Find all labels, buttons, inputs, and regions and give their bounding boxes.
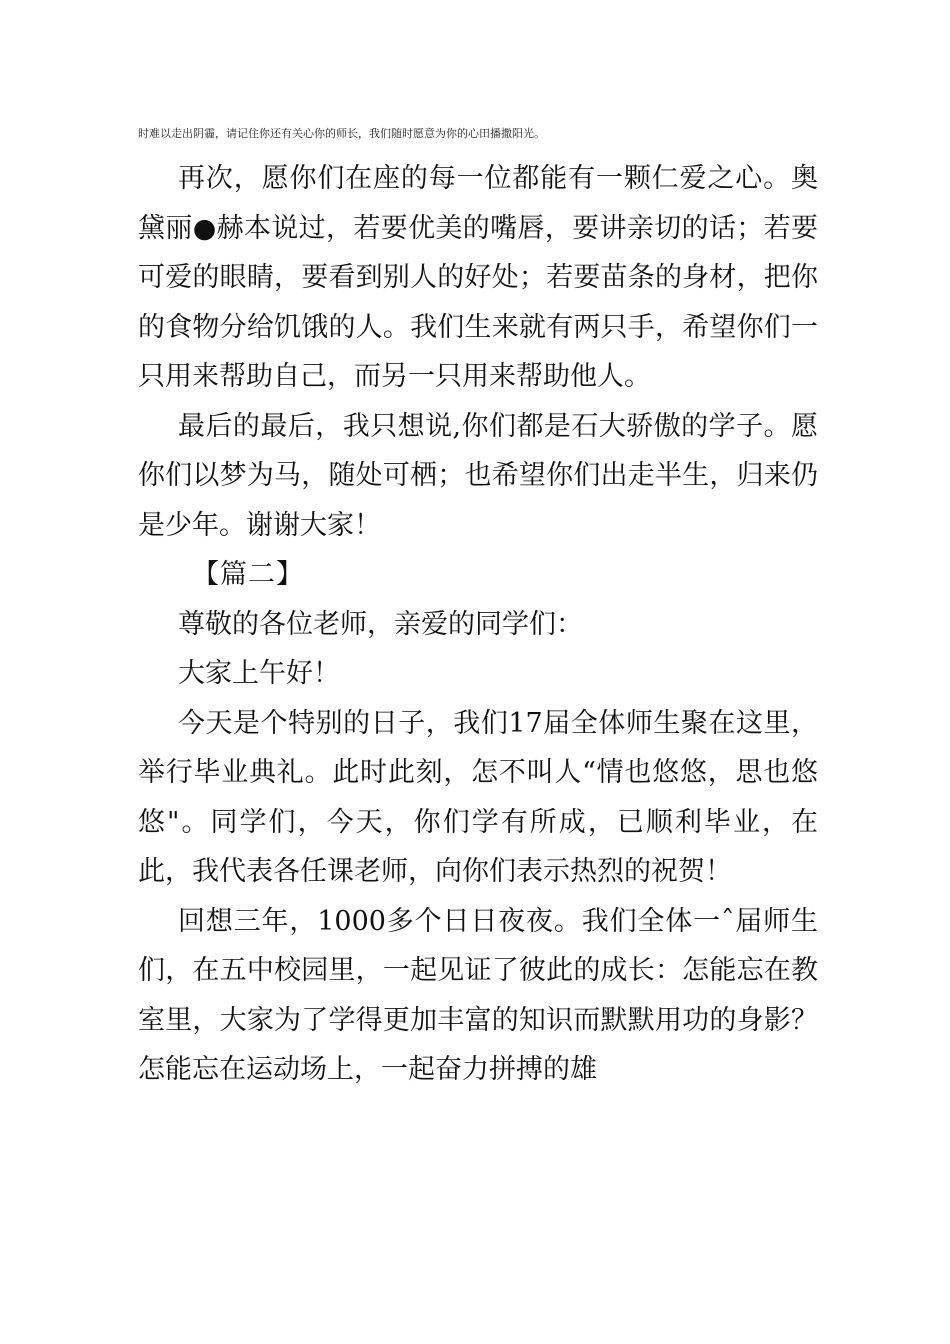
paragraph-salutation: 尊敬的各位老师，亲爱的同学们： — [178, 608, 583, 640]
paragraph-kindness: 再次，愿你们在座的每一位都能有一颗仁爱之心。奥黛丽●赫本说过，若要优美的嘴唇，要讲亲切的话；若要可爱的眼睛，要看到别人的好处；若要苗条的身材，把你的食物分给饥饿的人。我们生来就有两只手，希望你们一只用来帮助自己，而另一只用来帮助他人。 — [138, 163, 818, 392]
paragraph-closing: 最后的最后，我只想说,你们都是石大骄傲的学子。愿你们以梦为马，随处可栖；也希望你们出走半生，归来仍是少年。谢谢大家！ — [138, 410, 818, 541]
document-body — [138, 154, 818, 1095]
section-title: 【篇二】 — [192, 559, 304, 590]
paragraph-greeting: 大家上午好！ — [178, 658, 340, 689]
paragraph-memories: 回想三年，1000多个日日夜夜。我们全体一ˆ届师生们，在五中校园里，一起见证了彼此的成长：怎能忘在教室里，大家为了学得更加丰富的知识而默默用功的身影？怎能忘在运动场上，一起奋力拼搏的雄 — [138, 905, 818, 1085]
paragraph-graduation: 今天是个特别的日子，我们17届全体师生聚在这里，举行毕业典礼。此时此刻，怎不叫人“情也悠悠，思也悠悠"。同学们，今天，你们学有所成，已顺利毕业，在此，我代表各任课老师，向你们表示热烈的祝贺！ — [138, 707, 818, 887]
previous-page-tail-line: 时难以走出阴霾，请记住你还有关心你的师长，我们随时愿意为你的心田播撒阳光。 — [138, 127, 545, 140]
